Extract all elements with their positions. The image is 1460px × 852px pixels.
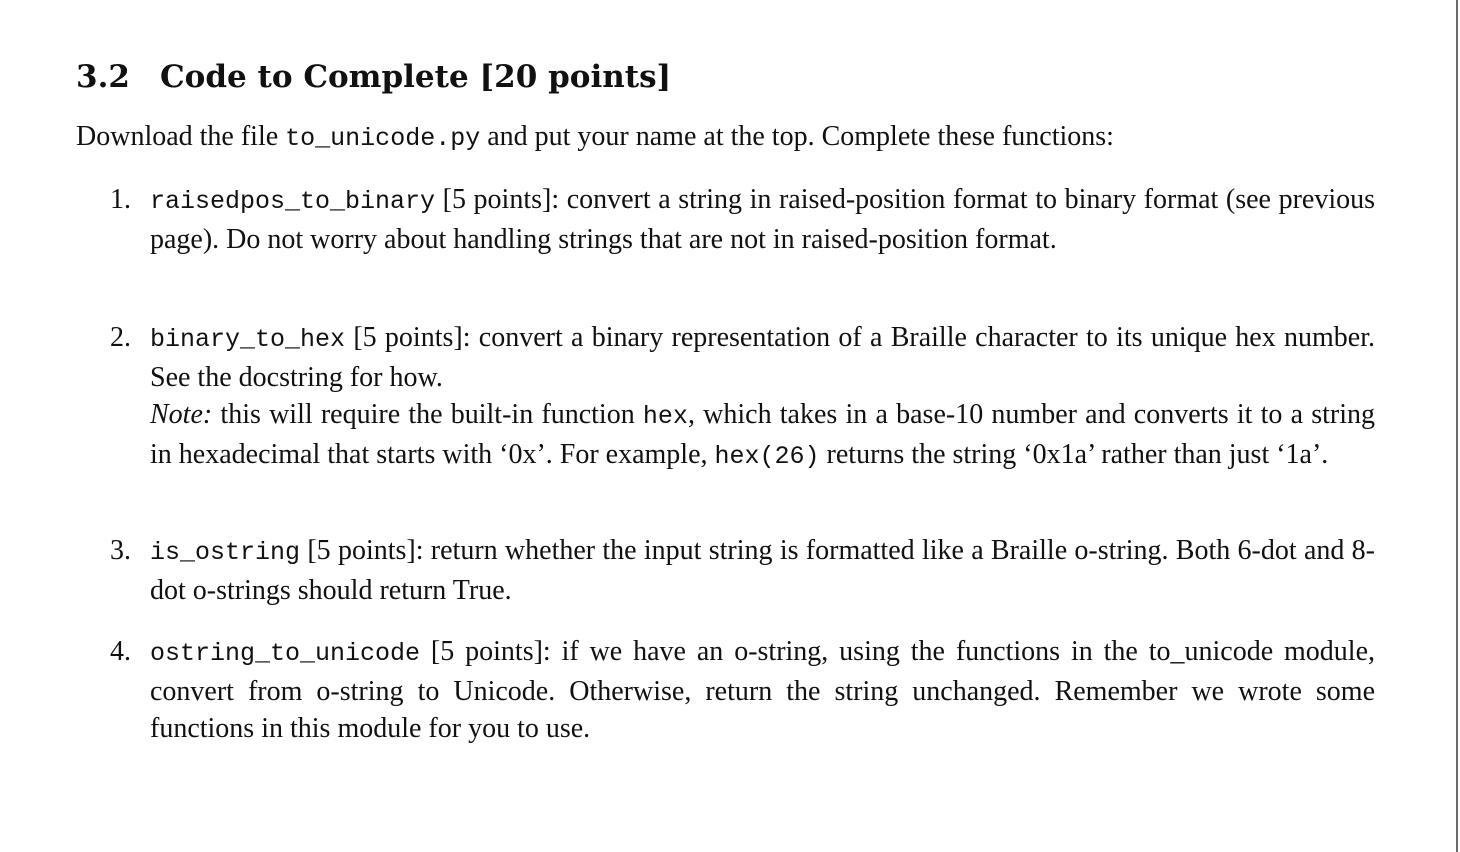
intro-prefix: Download the file (76, 121, 286, 152)
note-label: Note: (150, 399, 213, 431)
code-hex: hex (642, 402, 688, 432)
note-text: returns the string ‘0x1a’ rather than just ‘1a’. (819, 438, 1329, 470)
list-item (110, 181, 1375, 258)
list-item-text (150, 532, 1375, 609)
section-number: 3.2 (76, 59, 130, 95)
list-item (110, 633, 1375, 748)
list-item (110, 319, 1375, 475)
list-item-marker: 1. (110, 184, 131, 215)
list-item (110, 532, 1375, 609)
list-item-text (150, 633, 1375, 748)
section-heading (76, 54, 671, 100)
item-description: [5 points]: convert a binary representation of a Braille character to its unique hex number. See the docstring for how. (150, 322, 1375, 393)
item-description: [5 points]: return whether the input string is formatted like a Braille o-string. Both 6-dot and 8-dot o-strings should return True. (150, 535, 1375, 606)
item-description: [5 points]: if we have an o-string, using the functions in the to_unicode module, convert from o-string to Unicode. Otherwise, return the string unchanged. Remember we wrote some functions in this module for you to use. (150, 636, 1375, 745)
note-text: , which takes in a base-10 number and converts it to a string in hexadecimal that starts with ‘0x’. For example, (150, 399, 1375, 470)
list-item-text (150, 181, 1375, 258)
intro-paragraph (76, 118, 1114, 158)
intro-filename: to_unicode.py (285, 124, 481, 153)
list-item-marker: 2. (110, 322, 131, 353)
intro-suffix: and put your name at the top. Complete these functions: (480, 121, 1114, 152)
item-description: [5 points]: convert a string in raised-position format to binary format (see previous page). Do not worry about handling strings that are not in raised-position format. (150, 184, 1375, 255)
list-item-text (150, 319, 1375, 396)
code-hex-example: hex(26) (714, 441, 820, 471)
function-name: raisedpos_to_binary (150, 187, 436, 216)
function-name: ostring_to_unicode (150, 639, 421, 668)
list-item-marker: 4. (110, 636, 131, 667)
function-name: is_ostring (150, 538, 301, 567)
note-text: this will require the built-in function (212, 399, 643, 431)
section-title: Code to Complete [20 points] (160, 59, 672, 95)
page-edge-divider (1456, 0, 1458, 852)
function-name: binary_to_hex (150, 325, 346, 354)
list-item-marker: 3. (110, 535, 131, 566)
note-paragraph (150, 396, 1375, 475)
